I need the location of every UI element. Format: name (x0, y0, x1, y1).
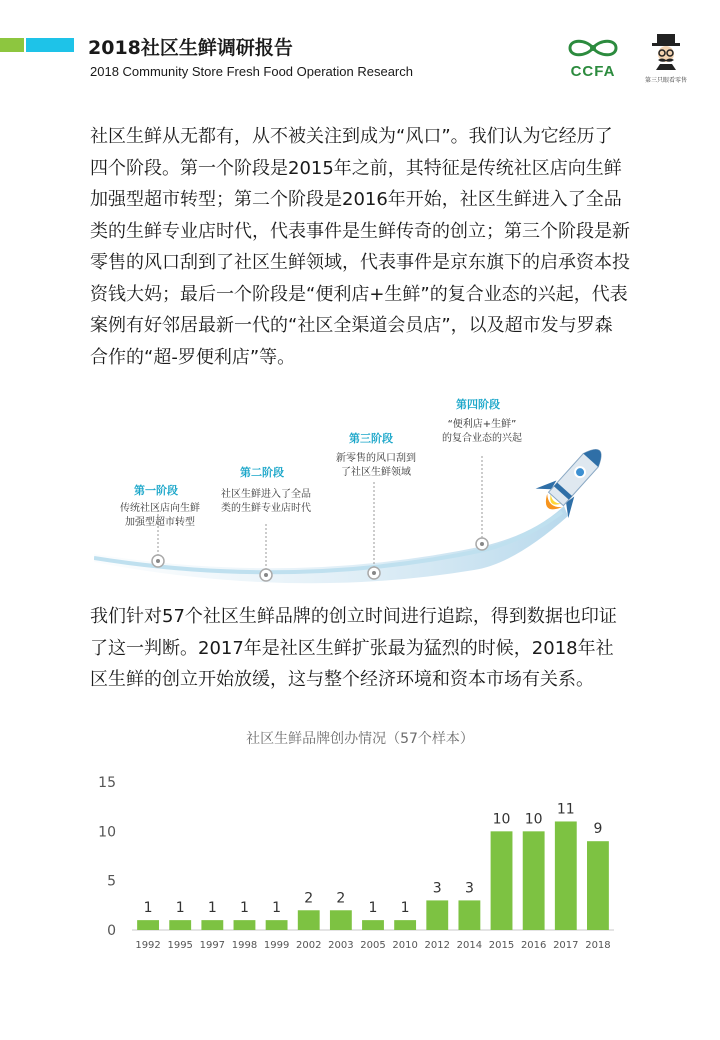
bar (555, 821, 577, 930)
data-label: 1 (240, 900, 249, 917)
data-label: 2 (304, 890, 314, 907)
report-title: 2018社区生鲜调研报告 (88, 37, 293, 59)
stage-4-desc: “便利店+生鲜” 的复合业态的兴起 (442, 419, 522, 444)
partner-logo-text: 第三只眼看零售 (644, 77, 687, 84)
intro-paragraph: 社区生鲜从无都有，从不被关注到成为“风口”。我们认为它经历了四个阶段。第一个阶段是2015年之前，其特征是传统社区店向生鲜加强型超市转型；第二个阶段是2016年开始，社区生鲜进入了全品类的生鲜专业店时代，代表事件是生鲜传奇的创立；第三个阶段是新零售的风口刮到了社区生鲜领域，代表事件是京东旗下的启承资本投资钱大妈；最后一个阶段是“便利店+生鲜”的复合业态的兴起，代表案例有好邻居最新一代的“社区全渠道会员店”，以及超市发与罗森合作的“超-罗便利店”等。 (90, 126, 630, 368)
brand-founding-chart (90, 728, 630, 968)
x-tick-label: 1992 (135, 940, 161, 951)
x-tick-label: 2003 (328, 940, 354, 951)
rocket-icon (532, 436, 616, 523)
data-label: 1 (368, 900, 378, 917)
x-tick-label: 1995 (167, 940, 193, 951)
bar (169, 920, 191, 930)
bar (426, 900, 448, 930)
y-tick-label: 0 (107, 923, 116, 939)
bar (298, 910, 320, 930)
data-label: 2 (336, 890, 346, 907)
mustache-man-icon (638, 32, 694, 72)
bar (587, 841, 609, 930)
data-label: 11 (556, 801, 575, 818)
x-tick-label: 1998 (231, 940, 258, 951)
stage-2-title: 第二阶段 (240, 466, 284, 479)
bar (523, 831, 545, 930)
data-label: 1 (400, 900, 410, 917)
chart-title: 社区生鲜品牌创办情况（57个样本） (246, 731, 474, 747)
header-accent-cyan (26, 38, 74, 52)
bar (458, 900, 480, 930)
data-label: 1 (207, 900, 217, 917)
partner-logo (638, 32, 694, 84)
header-accent-green (0, 38, 24, 52)
data-label: 1 (143, 900, 153, 917)
x-tick-label: 2015 (488, 940, 515, 951)
x-tick-label: 2012 (424, 940, 450, 951)
ccfa-logo-text: CCFA (570, 63, 616, 80)
data-label: 10 (524, 811, 543, 828)
report-subtitle: 2018 Community Store Fresh Food Operation Research (90, 64, 413, 79)
y-tick-label: 5 (107, 873, 116, 890)
bar (137, 920, 159, 930)
bar (491, 831, 513, 930)
ccfa-logo (562, 34, 624, 80)
data-label: 1 (175, 900, 185, 917)
bar (266, 920, 288, 930)
stage-1-desc: 传统社区店向生鲜 加强型超市转型 (120, 503, 200, 528)
x-tick-label: 2018 (585, 940, 611, 951)
data-label: 9 (593, 821, 603, 838)
bar (394, 920, 416, 930)
analysis-paragraph: 我们针对57个社区生鲜品牌的创立时间进行追踪，得到数据也印证了这一判断。2017年是社区生鲜扩张最为猛烈的时候，2018年社区生鲜的创立开始放缓，这与整个经济环境和资本市场有关系。 (90, 606, 617, 690)
y-tick-label: 15 (98, 775, 116, 791)
x-tick-label: 2002 (296, 940, 322, 951)
data-label: 10 (492, 811, 511, 828)
stage-1-title: 第一阶段 (134, 484, 178, 497)
x-tick-label: 2005 (360, 940, 386, 951)
bar (362, 920, 384, 930)
x-tick-label: 2010 (392, 940, 418, 951)
x-tick-label: 2016 (520, 940, 547, 951)
stage-timeline (94, 386, 634, 586)
data-label: 3 (464, 880, 474, 897)
ccfa-emblem-icon (562, 34, 624, 62)
x-tick-label: 1997 (199, 940, 226, 951)
bar (330, 910, 352, 930)
data-label: 3 (432, 880, 442, 897)
y-tick-label: 10 (98, 824, 116, 841)
x-tick-label: 2017 (553, 940, 579, 951)
data-label: 1 (272, 900, 282, 917)
bar (234, 920, 256, 930)
x-tick-label: 2014 (456, 940, 483, 951)
bar (201, 920, 223, 930)
x-tick-label: 1999 (263, 940, 290, 951)
stage-2-desc: 社区生鲜进入了全品 类的生鲜专业店时代 (221, 489, 311, 514)
stage-4-title: 第四阶段 (456, 398, 500, 411)
stage-3-desc: 新零售的风口刮到 了社区生鲜领域 (336, 453, 416, 478)
bar-chart-svg (90, 758, 630, 958)
stage-3-title: 第三阶段 (349, 432, 393, 445)
